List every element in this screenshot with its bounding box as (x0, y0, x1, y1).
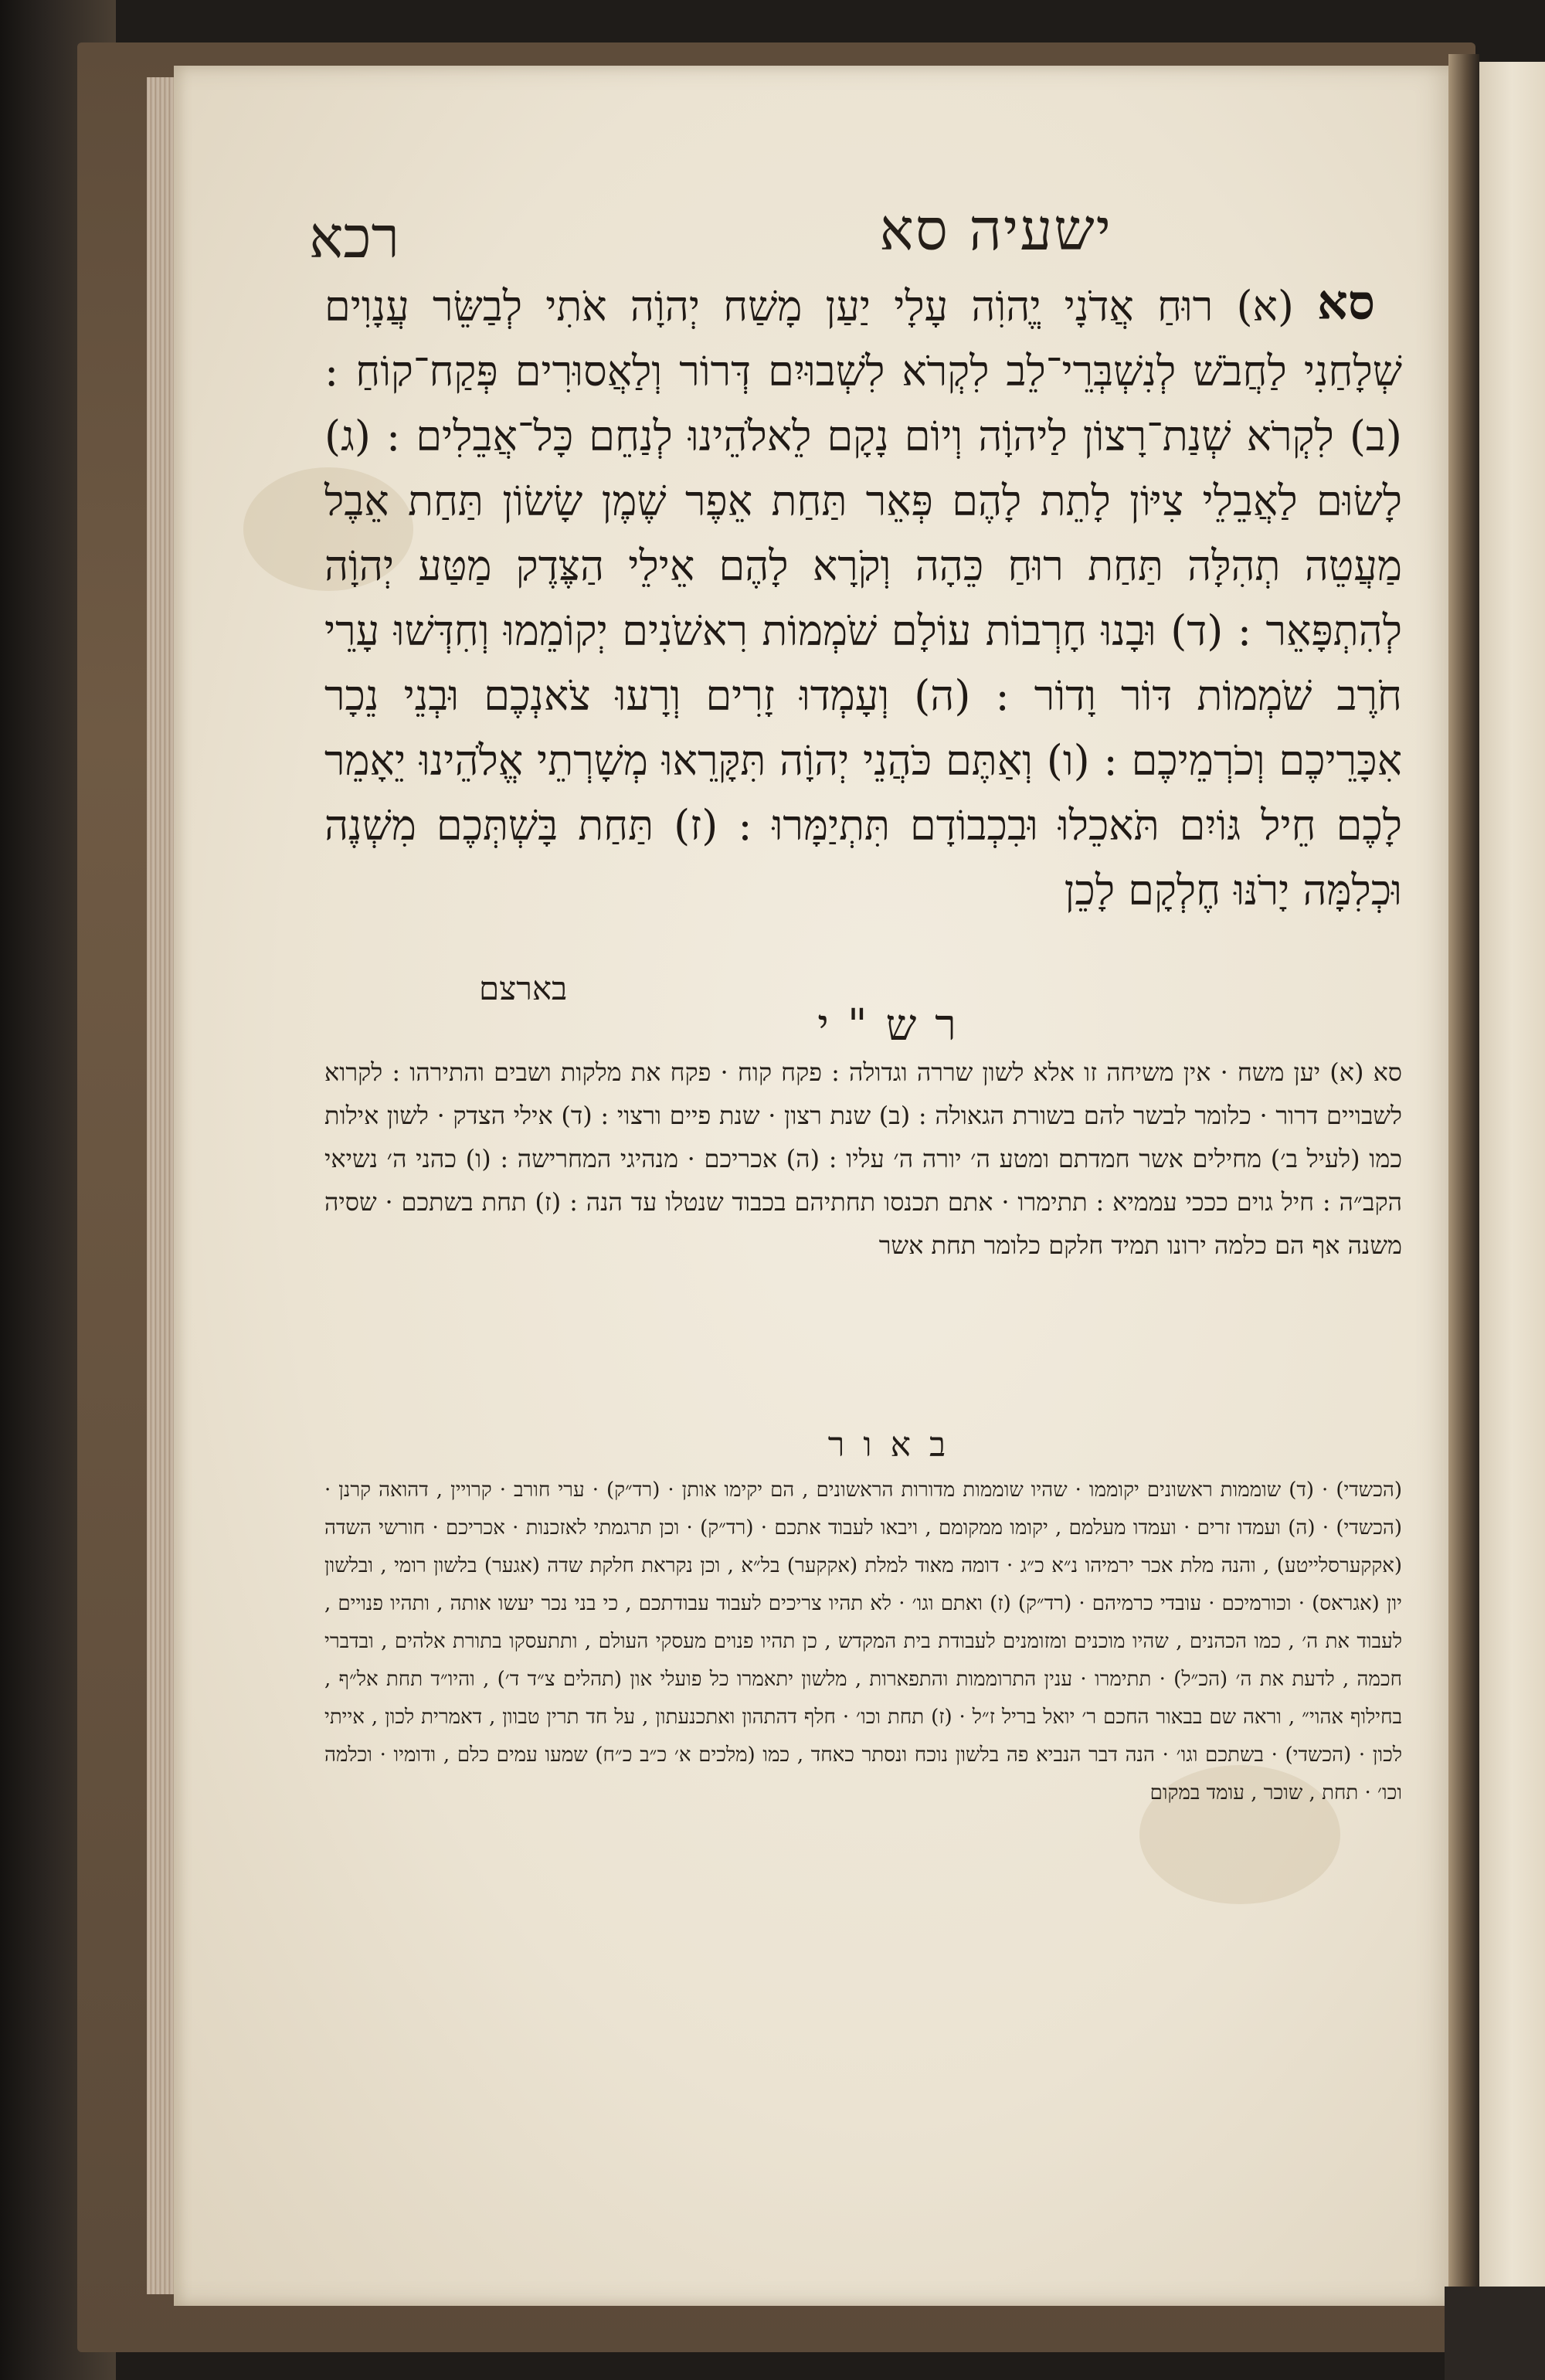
rashi-heading: רש"י (817, 1000, 975, 1051)
page-number: רכא (309, 205, 399, 271)
biur-commentary: (הכשדי) · (ד) שוממות ראשונים יקוממו · שהיו שוממות מדורות הראשונים , הם יקימו אותן · (רד״ק) · ערי חורב · קרויין , דהואה קרנן · (הכשדי) · (ה) ועמדו זרים · ועמדו מעלמם , יקומו ממקומם , ויבאו לעבוד אתכם · (רד״ק) · וכן תרגמתי לאזכנות · אכריכם · חורשי השדה (אקקערסלייטע) , והנה מלת אכר ירמיהו נ״א כ״ג · דומה מאוד למלת (אקקער) בל״א , וכן נקראת חלקת שדה (אגער) בלשון רומי , ובלשון יון (אגראס) · וכורמיכם · עובדי כרמיהם · (רד״ק) (ז) ואתם וגו׳ · לא תהיו צריכים לעבוד עבודתכם , כי בני נכר יעשו אותה , ותהיו פנויים , לעבוד את ה׳ , כמו הכהנים , שהיו מוכנים ומזומנים לעבודת בית המקדש , כן תהיו פנוים מעסקי העולם , ותתעסקו בתורת אלהים , ובדברי חכמה , לדעת את ה׳ (הכ״ל) · תתימרו · ענין התרוממות והתפארות , מלשון יתאמרו כל פועלי און (תהלים צ״ד ד׳) , והיו״ד תחת אל״ף , בחילוף אהוי״ , וראה שם בבאור החכם ר׳ יואל בריל ז״ל · (ז) תחת וכו׳ · חלף דהתהון ואתכנעתון , על חד תרין טבוון , דאמרית לכון , אייתי לכון · (הכשדי) · בשתכם וגו׳ · הנה דבר הנביא פה בלשון נוכח ונסתר כאחד , כמו (מלכים א׳ כ״ב כ״ח) שמעו עמים כלם , ודומיו · וכלמה וכו׳ · תחת , שוכר , עומד במקום (324, 1479, 1402, 1805)
page-edges (147, 77, 178, 2294)
main-text-block (324, 274, 1402, 923)
running-title: ישעיה סא (879, 197, 1112, 263)
chapter-mark: סא (1317, 274, 1376, 331)
facing-page-edge (1479, 62, 1545, 2317)
scripture-text: (א) רוּחַ אֲדֹנָי יֱהוִֹה עָלָי יַעַן מָשַׁח יְהוָֹה אֹתִי לְבַשֵּׂר עֲנָוִים שְׁלָחַנִי לַחֲבֹשׁ לְנִשְׁבְּרֵי־לֵב לִקְרֹא לִשְׁבוּיִם דְּרוֹר וְלַאֲסוּרִים פְּקַח־קוֹחַ : (ב) לִקְרֹא שְׁנַת־רָצוֹן לַיהוָֹה וְיוֹם נָקָם לֵאלֹהֵינוּ לְנַחֵם כָּל־אֲבֵלִים : (ג) לָשׂוּם לַאֲבֵלֵי צִיּוֹן לָתֵת לָהֶם פְּאֵר תַּחַת אֵפֶר שֶׁמֶן שָׂשׂוֹן תַּחַת אֵבֶל מַעֲטֵה תְהִלָּה תַּחַת רוּחַ כֵּהָה וְקֹרָא לָהֶם אֵילֵי הַצֶּדֶק מַטַּע יְהוָֹה לְהִתְפָּאֵר : (ד) וּבָנוּ חָרְבוֹת עוֹלָם שֹׁמְמוֹת רִאשֹׁנִים יְקוֹמֵמוּ וְחִדְּשׁוּ עָרֵי חֹרֶב שֹׁמְמוֹת דּוֹר וָדוֹר : (ה) וְעָמְדוּ זָרִים וְרָעוּ צֹאנְכֶם וּבְנֵי נֵכָר אִכָּרֵיכֶם וְכֹרְמֵיכֶם : (ו) וְאַתֶּם כֹּהֲנֵי יְהוָֹה תִּקָּרֵאוּ מְשָׁרְתֵי אֱלֹהֵינוּ יֵאָמֵר לָכֶם חֵיל גּוֹיִם תֹּאכֵלוּ וּבִכְבוֹדָם תִּתְיַמָּרוּ : (ז) תַּחַת בָּשְׁתְּכֶם מִשְׁנֶה וּכְלִמָּה יָרֹנּוּ חֶלְקָם לָכֵן (324, 282, 1402, 915)
catchword: בארצם (479, 969, 568, 1007)
book-gutter (1448, 54, 1479, 2317)
rashi-commentary: סא (א) יען משח · אין משיחה זו אלא לשון שררה וגדולה : פקח קוח · פקח את מלקות ושבים והתירהו : לקרוא לשבויים דרור · כלומר לבשר להם בשורת הגאולה : (ב) שנת רצון · שנת פיים ורצוי : (ד) אילי הצדק · לשון אילות כמו (לעיל ב׳) מחילים אשר חמדתם ומטע ה׳ יורה ה׳ עליו : (ה) אכריכם · מנהיגי המחרישה : (ו) כהני ה׳ נשיאי הקב״ה : חיל גוים כככי עממיא : תתימרו · אתם תכנסו תחתיהם בכבוד שנטלו עד הנה : (ז) תחת בשתכם · שסיה משנה אף הם כלמה ירונו תמיד חלקם כלומר תחת אשר (324, 1058, 1403, 1260)
biur-heading: באור (827, 1425, 965, 1465)
background-corner (1445, 2287, 1545, 2380)
page-header (309, 197, 1390, 282)
